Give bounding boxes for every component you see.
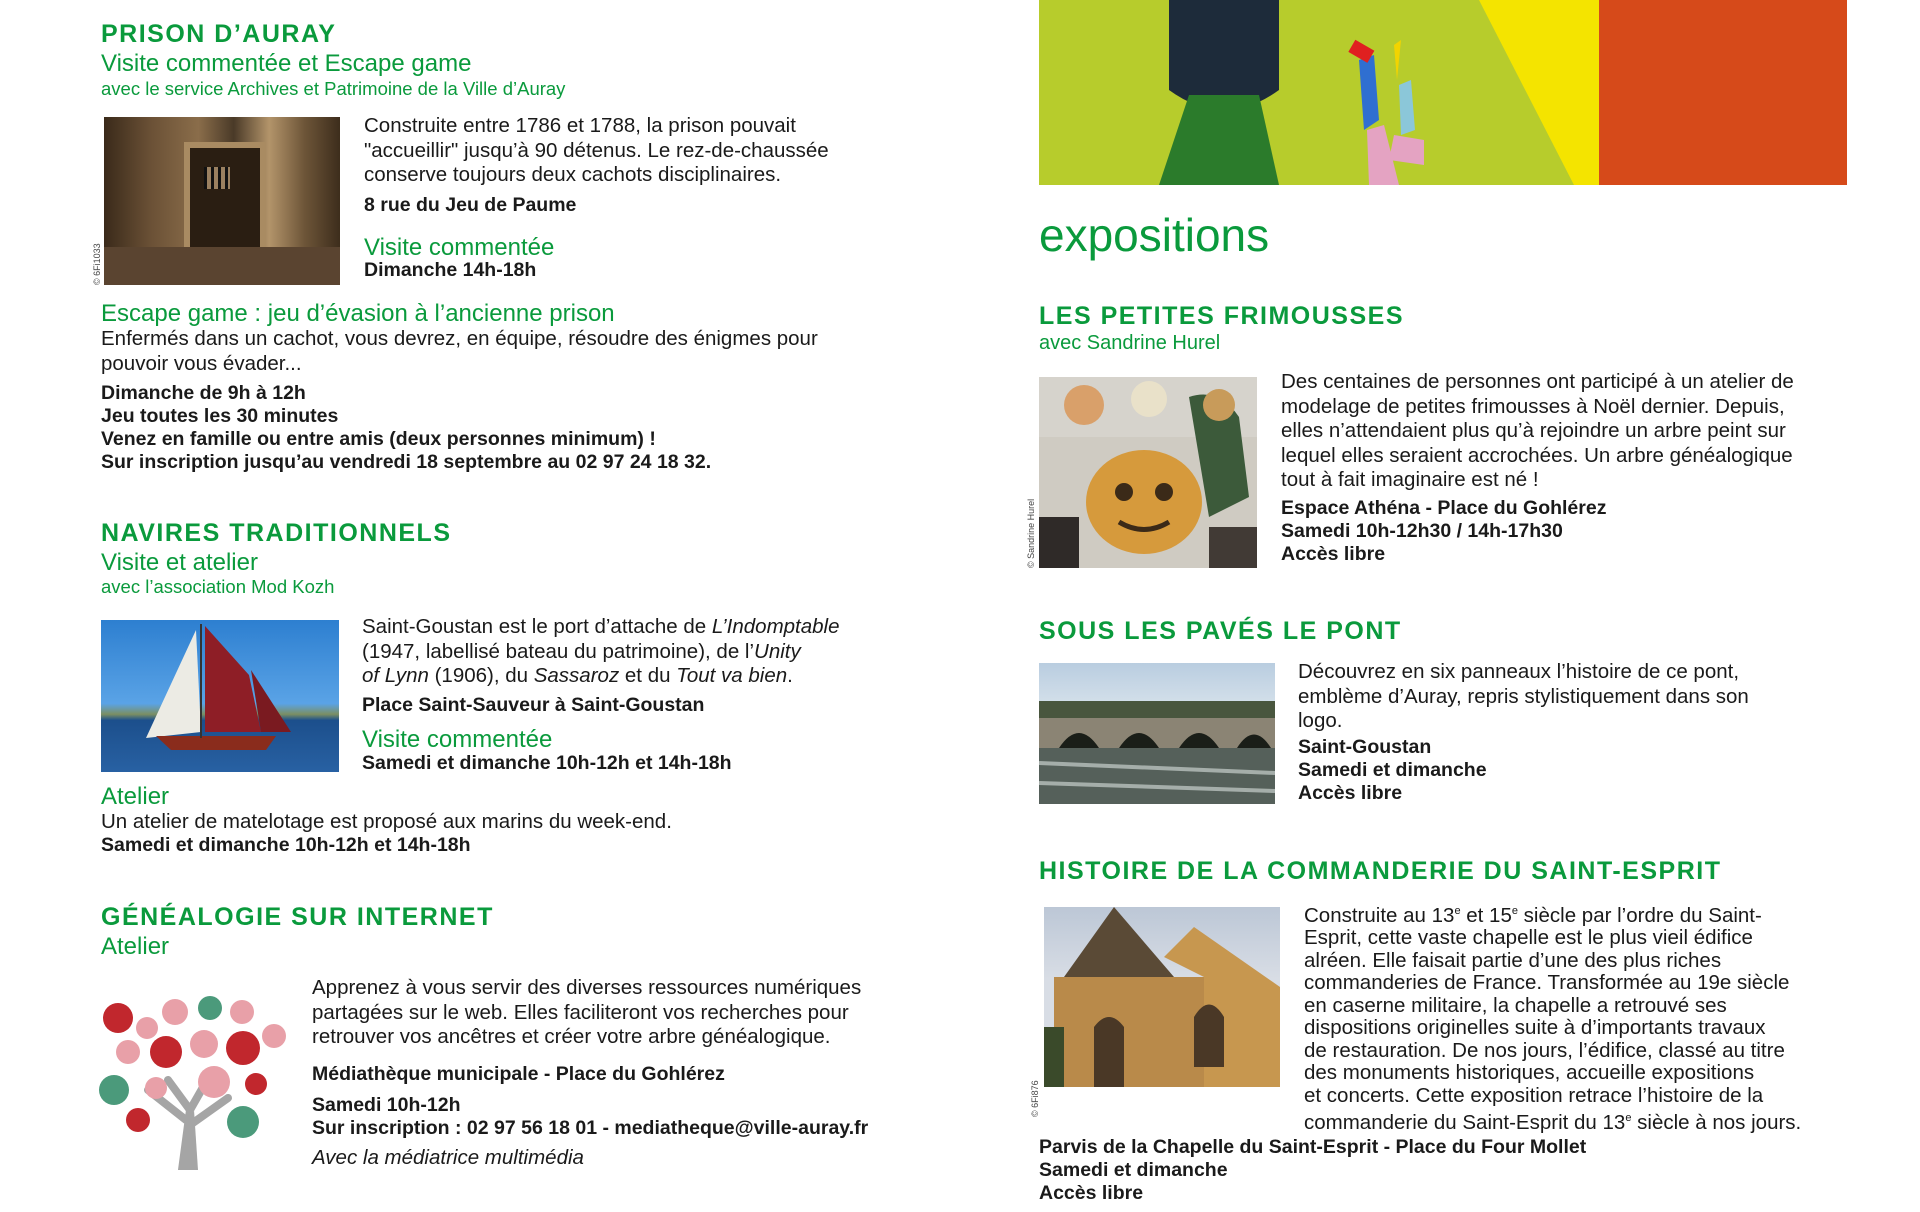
paves-info: Saint-Goustan Samedi et dimanche Accès libre [1298, 736, 1487, 804]
prison-photo [104, 117, 340, 285]
expositions-heading: expositions [1039, 209, 1270, 261]
navires-title: NAVIRES TRADITIONNELS [101, 519, 452, 547]
escape-title: Escape game : jeu d’évasion à l’ancienne prison [101, 300, 615, 327]
navires-visit-label: Visite commentée [362, 726, 553, 753]
frimousses-description: Des centaines de personnes ont participé à un atelier de modelage de petites frimousses à Noël dernier. Depuis, elles n’attendaient plus qu’à rejoindre un arbre peint sur lequel elles seraient accrochées. Un arbre généalogique tout à fait imaginaire est né ! [1281, 370, 1794, 491]
prison-subtitle: Visite commentée et Escape game [101, 50, 472, 77]
prison-description: Construite entre 1786 et 1788, la prison pouvait "accueillir" jusqu’à 90 détenus. Le rez-de-chaussée conserve toujours deux cachots disciplinaires. [364, 114, 829, 186]
genealogie-note: Avec la médiatrice multimédia [312, 1146, 584, 1169]
genealogie-title: GÉNÉALOGIE SUR INTERNET [101, 903, 494, 931]
genealogie-subtitle: Atelier [101, 933, 170, 960]
escape-info: Dimanche de 9h à 12h Jeu toutes les 30 minutes Venez en famille ou entre amis (deux personnes minimum) ! Sur inscription jusqu’au vendredi 18 septembre au 02 97 24 18 32. [101, 382, 712, 473]
navires-atelier-desc: Un atelier de matelotage est proposé aux marins du week-end. [101, 810, 672, 833]
navires-photo [101, 620, 339, 772]
paves-title: SOUS LES PAVÉS LE PONT [1039, 617, 1402, 645]
commanderie-photo [1044, 907, 1280, 1087]
frimousses-with: avec Sandrine Hurel [1039, 332, 1221, 354]
prison-photo-credit: © 6Fi1033 [92, 243, 102, 285]
navires-atelier-label: Atelier [101, 783, 170, 810]
commanderie-description: Construite au 13e et 15e siècle par l’ordre du Saint- Esprit, cette vaste chapelle est le plus vieil édifice alréen. Elle faisait partie d’une des plus riches commanderies de France. Transformée au 19e siècle en caserne militaire, la chapelle a retrouvé ses dispositions originelles suite à d’importants travaux de restauration. De nos jours, l’édifice, classé au titre des monuments historiques, accueille expositions et concerts. Cette exposition retrace l’histoire de la commanderie du Saint-Esprit du 13e siècle à nos jours. [1304, 903, 1802, 1135]
navires-subtitle: Visite et atelier [101, 549, 258, 576]
genealogie-description: Apprenez à vous servir des diverses ressources numériques partagées sur le web. Elles faciliteront vos recherches pour retrouver vos ancêtres et créer votre arbre généalogique. [312, 976, 862, 1048]
exhibition-poster-illustration [1039, 0, 1847, 185]
paves-description: Découvrez en six panneaux l’histoire de ce pont, emblème d’Auray, repris stylistiquement dans son logo. [1298, 660, 1749, 732]
navires-address: Place Saint-Sauveur à Saint-Goustan [362, 694, 705, 716]
frimousses-photo [1039, 377, 1257, 568]
commanderie-photo-credit: © 6Fi876 [1030, 1080, 1040, 1117]
commanderie-title: HISTOIRE DE LA COMMANDERIE DU SAINT-ESPRIT [1039, 857, 1722, 885]
prison-visit-time: Dimanche 14h-18h [364, 259, 537, 281]
navires-description: Saint-Goustan est le port d’attache de L’Indomptable (1947, labellisé bateau du patrimoine), de l’Unity of Lynn (1906), du Sassaroz et du Tout va bien. [362, 615, 840, 687]
commanderie-info: Parvis de la Chapelle du Saint-Esprit - Place du Four Mollet Samedi et dimanche Accès libre [1039, 1136, 1587, 1204]
navires-atelier-time: Samedi et dimanche 10h-12h et 14h-18h [101, 834, 471, 856]
navires-with: avec l’association Mod Kozh [101, 576, 335, 597]
frimousses-title: LES PETITES FRIMOUSSES [1039, 302, 1404, 330]
prison-visit-label: Visite commentée [364, 234, 555, 261]
prison-with: avec le service Archives et Patrimoine de la Ville d’Auray [101, 78, 566, 99]
frimousses-info: Espace Athéna - Place du Gohlérez Samedi 10h-12h30 / 14h-17h30 Accès libre [1281, 497, 1607, 565]
prison-address: 8 rue du Jeu de Paume [364, 194, 577, 216]
genealogie-time: Samedi 10h-12h [312, 1094, 461, 1116]
paves-bridge-photo [1039, 663, 1275, 804]
genealogie-contact: Sur inscription : 02 97 56 18 01 - mediatheque@ville-auray.fr [312, 1117, 869, 1139]
genealogie-place: Médiathèque municipale - Place du Gohlérez [312, 1063, 725, 1085]
prison-title: PRISON D’AURAY [101, 20, 337, 48]
frimousses-photo-credit: © Sandrine Hurel [1026, 498, 1036, 568]
escape-description: Enfermés dans un cachot, vous devrez, en équipe, résoudre des énigmes pour pouvoir vous évader... [101, 327, 818, 375]
genealogy-tree-illustration [98, 980, 290, 1170]
navires-visit-time: Samedi et dimanche 10h-12h et 14h-18h [362, 752, 732, 774]
